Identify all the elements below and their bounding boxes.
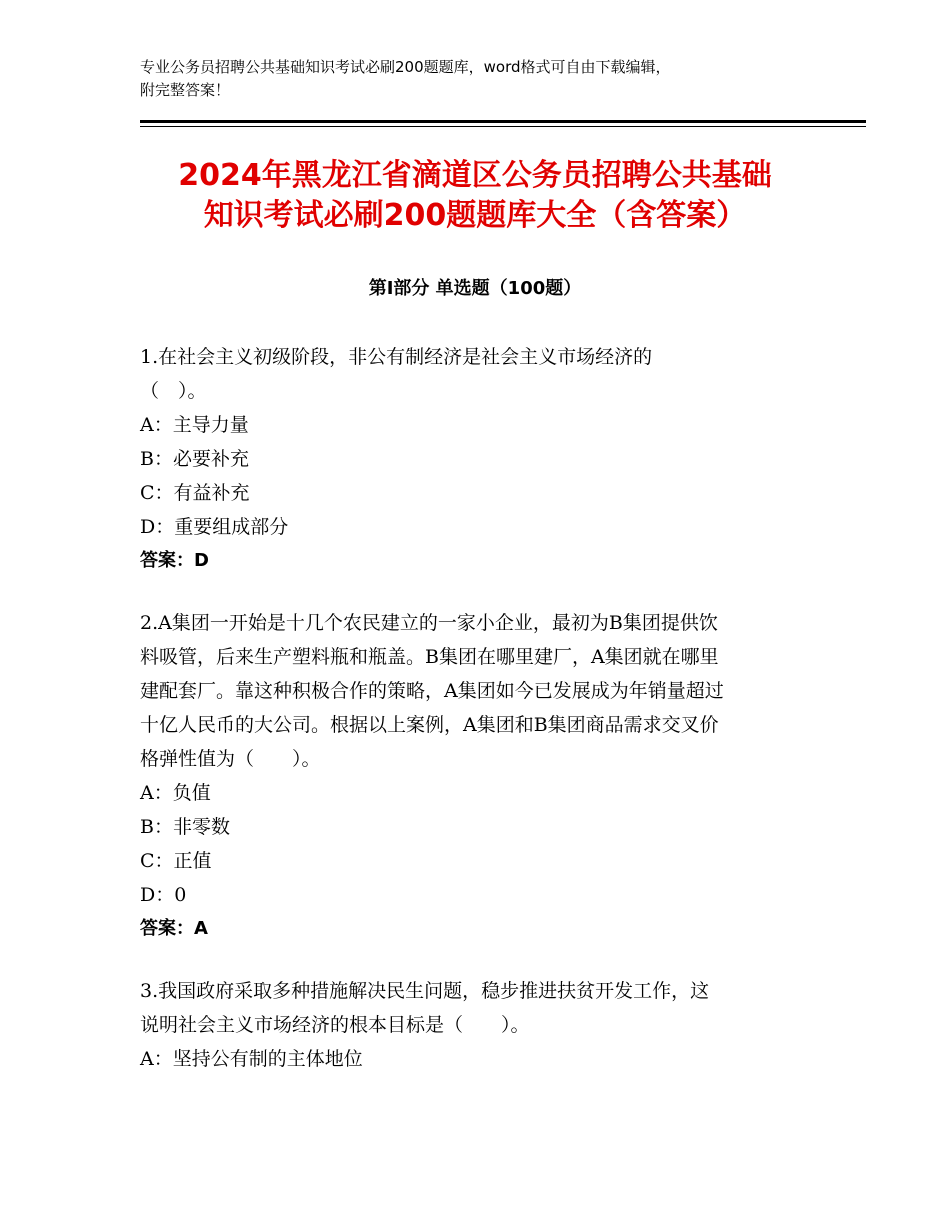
- question-2-option-c: C：正值: [140, 850, 212, 872]
- question-2-text-line: 料吸管，后来生产塑料瓶和瓶盖。B集团在哪里建厂，A集团就在哪里: [140, 646, 719, 668]
- question-list: [140, 340, 820, 1104]
- question-1: [140, 340, 820, 578]
- header-note: [140, 56, 820, 102]
- question-1-option-b: B：必要补充: [140, 448, 249, 470]
- question-2-text-line: 十亿人民币的大公司。根据以上案例，A集团和B集团商品需求交叉价: [140, 714, 719, 736]
- header-note-line-1: 专业公务员招聘公共基础知识考试必刷200题题库，word格式可自由下载编辑，: [140, 58, 671, 76]
- question-3-option-a: A：坚持公有制的主体地位: [140, 1048, 363, 1070]
- question-1-option-d: D：重要组成部分: [140, 516, 289, 538]
- question-2-option-d: D：0: [140, 884, 187, 906]
- section-title: 第Ⅰ部分 单选题（100题）: [368, 278, 582, 299]
- question-2: [140, 606, 820, 946]
- header-note-line-2: 附完整答案！: [140, 81, 231, 99]
- question-2-text-line: 2.A集团一开始是十几个农民建立的一家小企业，最初为B集团提供饮: [140, 612, 718, 634]
- question-3: [140, 974, 820, 1076]
- question-2-option-b: B：非零数: [140, 816, 230, 838]
- question-1-option-c: C：有益补充: [140, 482, 250, 504]
- question-1-answer: 答案：D: [140, 550, 209, 571]
- document-title-line-1: 2024年黑龙江省滴道区公务员招聘公共基础: [178, 158, 772, 193]
- question-2-answer: 答案：A: [140, 918, 208, 939]
- header-divider-thick: [140, 120, 866, 123]
- question-2-text-line: 格弹性值为（ ）。: [140, 748, 321, 770]
- question-3-text-line: 说明社会主义市场经济的根本目标是（ ）。: [140, 1014, 530, 1036]
- question-1-text-line: 1.在社会主义初级阶段，非公有制经济是社会主义市场经济的: [140, 346, 653, 368]
- document-title: [100, 156, 850, 236]
- question-2-text-line: 建配套厂。靠这种积极合作的策略，A集团如今已发展成为年销量超过: [140, 680, 724, 702]
- question-2-option-a: A：负值: [140, 782, 211, 804]
- question-1-text-line: （ ）。: [140, 380, 207, 402]
- document-title-line-2: 知识考试必刷200题题库大全（含答案）: [203, 198, 747, 233]
- question-3-text-line: 3.我国政府采取多种措施解决民生问题，稳步推进扶贫开发工作，这: [140, 980, 710, 1002]
- question-1-option-a: A：主导力量: [140, 414, 249, 436]
- header-divider-thin: [140, 126, 866, 127]
